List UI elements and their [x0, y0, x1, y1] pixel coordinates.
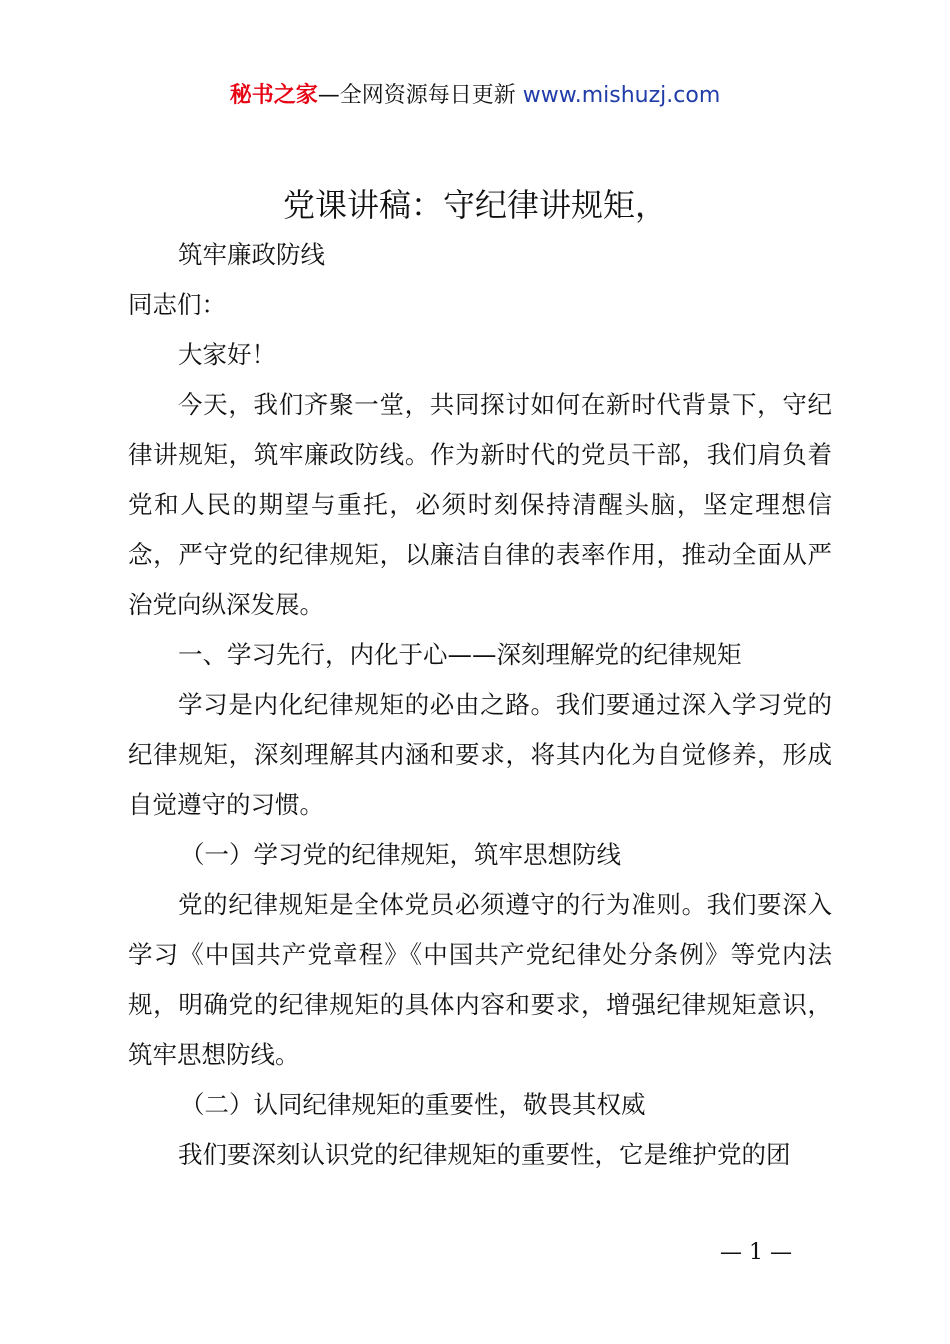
paragraph-subsection-1: 党的纪律规矩是全体党员必须遵守的行为准则。我们要深入学习《中国共产党章程》《中国共产党纪律处分条例》等党内法规，明确党的纪律规矩的具体内容和要求，增强纪律规矩意识，筑牢思想防线。	[128, 890, 832, 1069]
site-banner	[0, 80, 950, 112]
salutation: 同志们：	[128, 290, 226, 319]
greeting: 大家好！	[178, 340, 276, 369]
document-title: 党课讲稿：守纪律讲规矩，	[282, 186, 667, 224]
section-heading-1: 一、学习先行，内化于心——深刻理解党的纪律规矩	[178, 640, 742, 669]
banner-slogan: —全网资源每日更新	[317, 83, 523, 108]
document-body	[128, 230, 832, 1180]
website-url: www.mishuzj.com	[522, 83, 721, 108]
page-number: — 1 —	[720, 1240, 792, 1265]
subsection-heading-1: （一）学习党的纪律规矩，筑牢思想防线	[180, 840, 621, 869]
paragraph-intro: 今天，我们齐聚一堂，共同探讨如何在新时代背景下，守纪律讲规矩，筑牢廉政防线。作为新时代的党员干部，我们肩负着党和人民的期望与重托，必须时刻保持清醒头脑，坚定理想信念，严守党的纪律规矩，以廉洁自律的表率作用，推动全面从严治党向纵深发展。	[128, 390, 832, 619]
subsection-heading-2: （二）认同纪律规矩的重要性，敬畏其权威	[180, 1090, 646, 1119]
document-subtitle: 筑牢廉政防线	[178, 240, 325, 269]
paragraph-subsection-2: 我们要深刻认识党的纪律规矩的重要性，它是维护党的团	[178, 1140, 791, 1169]
brand-name: 秘书之家	[229, 83, 318, 108]
paragraph-section-1: 学习是内化纪律规矩的必由之路。我们要通过深入学习党的纪律规矩，深刻理解其内涵和要求，将其内化为自觉修养，形成自觉遵守的习惯。	[128, 690, 832, 819]
